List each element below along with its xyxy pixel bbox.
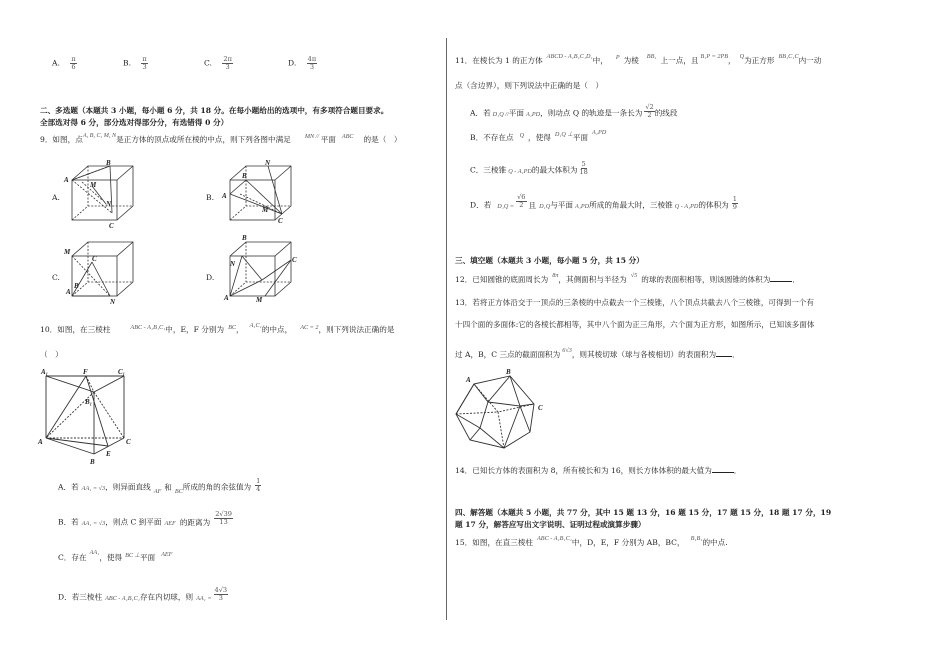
q10-label-b1: B₁ [85,398,93,406]
q10-paren: （ ） [40,350,63,359]
fig-c-label-b: B [74,282,79,290]
q13-cuboctahedron-figure [450,368,550,458]
q10-option-d: D．若三棱柱 ABC - A₁B₁C₁存在内切球，则 AA₁ = $\frac{4√3}{3}$ [58,586,228,602]
q10-label-f: F [83,368,88,376]
fig-b-label-b: B [242,172,247,180]
fig-c-label-c: C [92,255,97,263]
q9-stem: 9．如图，点$^{A, B, C, M, N}$是正方体的顶点或所在棱的中点，则下列各图中满足 $^{MN //}$ 平面 $^{ABC}$ 的是（ ） [40,132,402,144]
fig-a-label-c: C [109,222,114,230]
q13-stem-line3: 过 A，B，C 三点的截面面积为 $^{6√3}$，则其棱切球（球与各棱相切）的表面积为 ． [455,347,740,359]
fig-c-label-n: N [110,298,116,306]
fig-a-label-a: A [64,176,69,184]
q10-label-b: B [90,458,95,466]
q9-option-d-label: D. [206,273,215,282]
column-divider [446,38,447,620]
section4-heading-cont: 题 17 分，解答应写出文字说明、证明过程或演算步骤） [455,520,646,529]
q9-option-a-label: A. [52,193,60,202]
q9-option-c-label: C. [52,273,60,282]
q13-label-a: A [466,376,471,384]
fig-b-label-c: C [278,217,283,225]
fig-d-label-b: B [242,234,247,242]
fig-b-label-m: M [262,206,269,214]
fig-d-label-c: C [292,256,297,264]
q15-stem: 15．如图，在直三棱柱 $^{ABC - A_1B_1C_1}$中，D，E，F 分别为 AB，BC， $^{B_1B_1}$的中点. [455,535,728,547]
prev-option-c: C. $\frac{2\pi}{3}$ [204,55,232,71]
q10-label-a: A [38,438,43,446]
prev-option-d: D. $\frac{4\pi}{3}$ [288,55,317,71]
q10-prism-figure [38,364,138,470]
fig-a-label-n: N [106,200,112,208]
q11-option-d: D．若 D₁Q = $\frac{√6}{2}$ 且 D₁Q与平面 A₁PD所成的角最大时，三棱锥 Q - A₁PD的体积为 $\frac{1}{9}$ [470,193,737,211]
q13-stem-line1: 13．若将正方体沿交于一顶点的三条棱的中点截去一个三棱锥，八个顶点共截去八个三棱锥，可得到一个有 [455,298,814,307]
fig-d-label-n: N [230,260,236,268]
q11-option-a: A．若 D₁Q //平面 A₁PD，则动点 Q 的轨迹是一条长为 $\frac{√2}{2}$ 的线段 [470,103,678,119]
q13-label-c: C [538,404,543,412]
section3-heading: 三、填空题（本题共 3 小题，每小题 5 分，共 15 分） [455,256,644,265]
q10-label-c: C [126,438,131,446]
q10-label-e: E [106,450,111,458]
fig-a-label-b: B [106,159,111,167]
q9-figure-d [220,236,300,306]
q10-option-b: B．若 AA₁ = √3，则点 C 到平面 AEF 的距离为 $\frac{2√39}{13}$ [58,510,232,527]
q9-figure-b [220,158,300,228]
q9-figure-a [62,158,142,228]
q10-option-c: C．存在$^{AA_1}$，使得 $^{BC \perp}$平面 $^{AEF}$ [58,549,173,562]
q9-option-b-label: B. [206,193,214,202]
q11-stem: 11．在棱长为 1 的正方体 $^{ABCD - A_1B_1C_1D_1}$中， $^P$ 为棱 $^{BB_1}$ 上一点，且 $^{B_1P = 2PB}$， $^Q$为正方形 $^{BB_1C_1C}$内一动 [455,53,822,65]
fig-d-label-m: M [256,296,263,304]
q10-option-a: A．若 AA₁ = √3，则异面直线 $_{AF}$ 和 $_{BC}$所成的角的余弦值为 $\frac{1}{4}$ [58,477,261,495]
q14-stem: 14．已知长方体的表面积为 8，所有棱长和为 16，则长方体体积的最大值为 ． [455,466,742,475]
prev-option-b: B. $\frac{\pi}{3}$ [123,55,147,71]
section2-heading-cont: 全部选对得 6 分，部分选对得部分分，有选错得 0 分） [40,118,229,127]
fig-b-label-n: N [265,159,271,167]
section4-heading: 四、解答题（本题共 5 小题，共 77 分，其中 15 题 13 分，16 题 15 分，17 题 15 分，18 题 17 分，19 [455,508,832,517]
q10-label-a1: A₁ [41,368,49,376]
q13-label-b: B [506,368,511,376]
section2-heading: 二、多选题（本题共 3 小题，每小题 6 分，共 18 分。在每小题给出的选项中，有多项符合题目要求。 [40,106,389,115]
q12-stem: 12．已知圆锥的底面周长为 $^{8\pi}$，其侧面积与半径为 $^{√5}$ 的球的表面积相等，则该圆锥的体积为 ． [455,272,800,284]
fig-a-label-m: M [90,181,97,189]
fig-b-label-a: A [222,192,227,200]
q10-label-c1: C₁ [118,368,126,376]
fig-d-label-a: A [224,294,229,302]
prev-option-a: A. $\frac{\pi}{6}$ [52,55,76,71]
q9-figure-c [62,238,142,308]
fig-c-label-a: A [66,288,71,296]
q10-stem: 10．如图，在三棱柱 $^{ABC - A_1B_1C_1}$中，E，F 分别为 $^{BC}$， $^{A_1C_1}$的中点， $^{AC = 2}$，则下列说法正确的是 [40,322,395,334]
q11-option-c: C．三棱锥 Q - A₁PD的最大体积为 $\frac{5}{18}$ [470,160,588,176]
q13-stem-line2: 十四个面的多面体:它的各棱长都相等，其中八个面为正三角形，六个面为正方形，如图所示，已知该多面体 [455,320,815,329]
q11-stem-line2: 点（含边界），则下列说法中正确的是（ ） [455,81,604,90]
fig-c-label-m: M [64,248,71,256]
q11-option-b: B．不存在点 $^Q$ ，使得 $^{D_1Q \perp}$平面$^{A_1PD}$ [470,129,607,142]
